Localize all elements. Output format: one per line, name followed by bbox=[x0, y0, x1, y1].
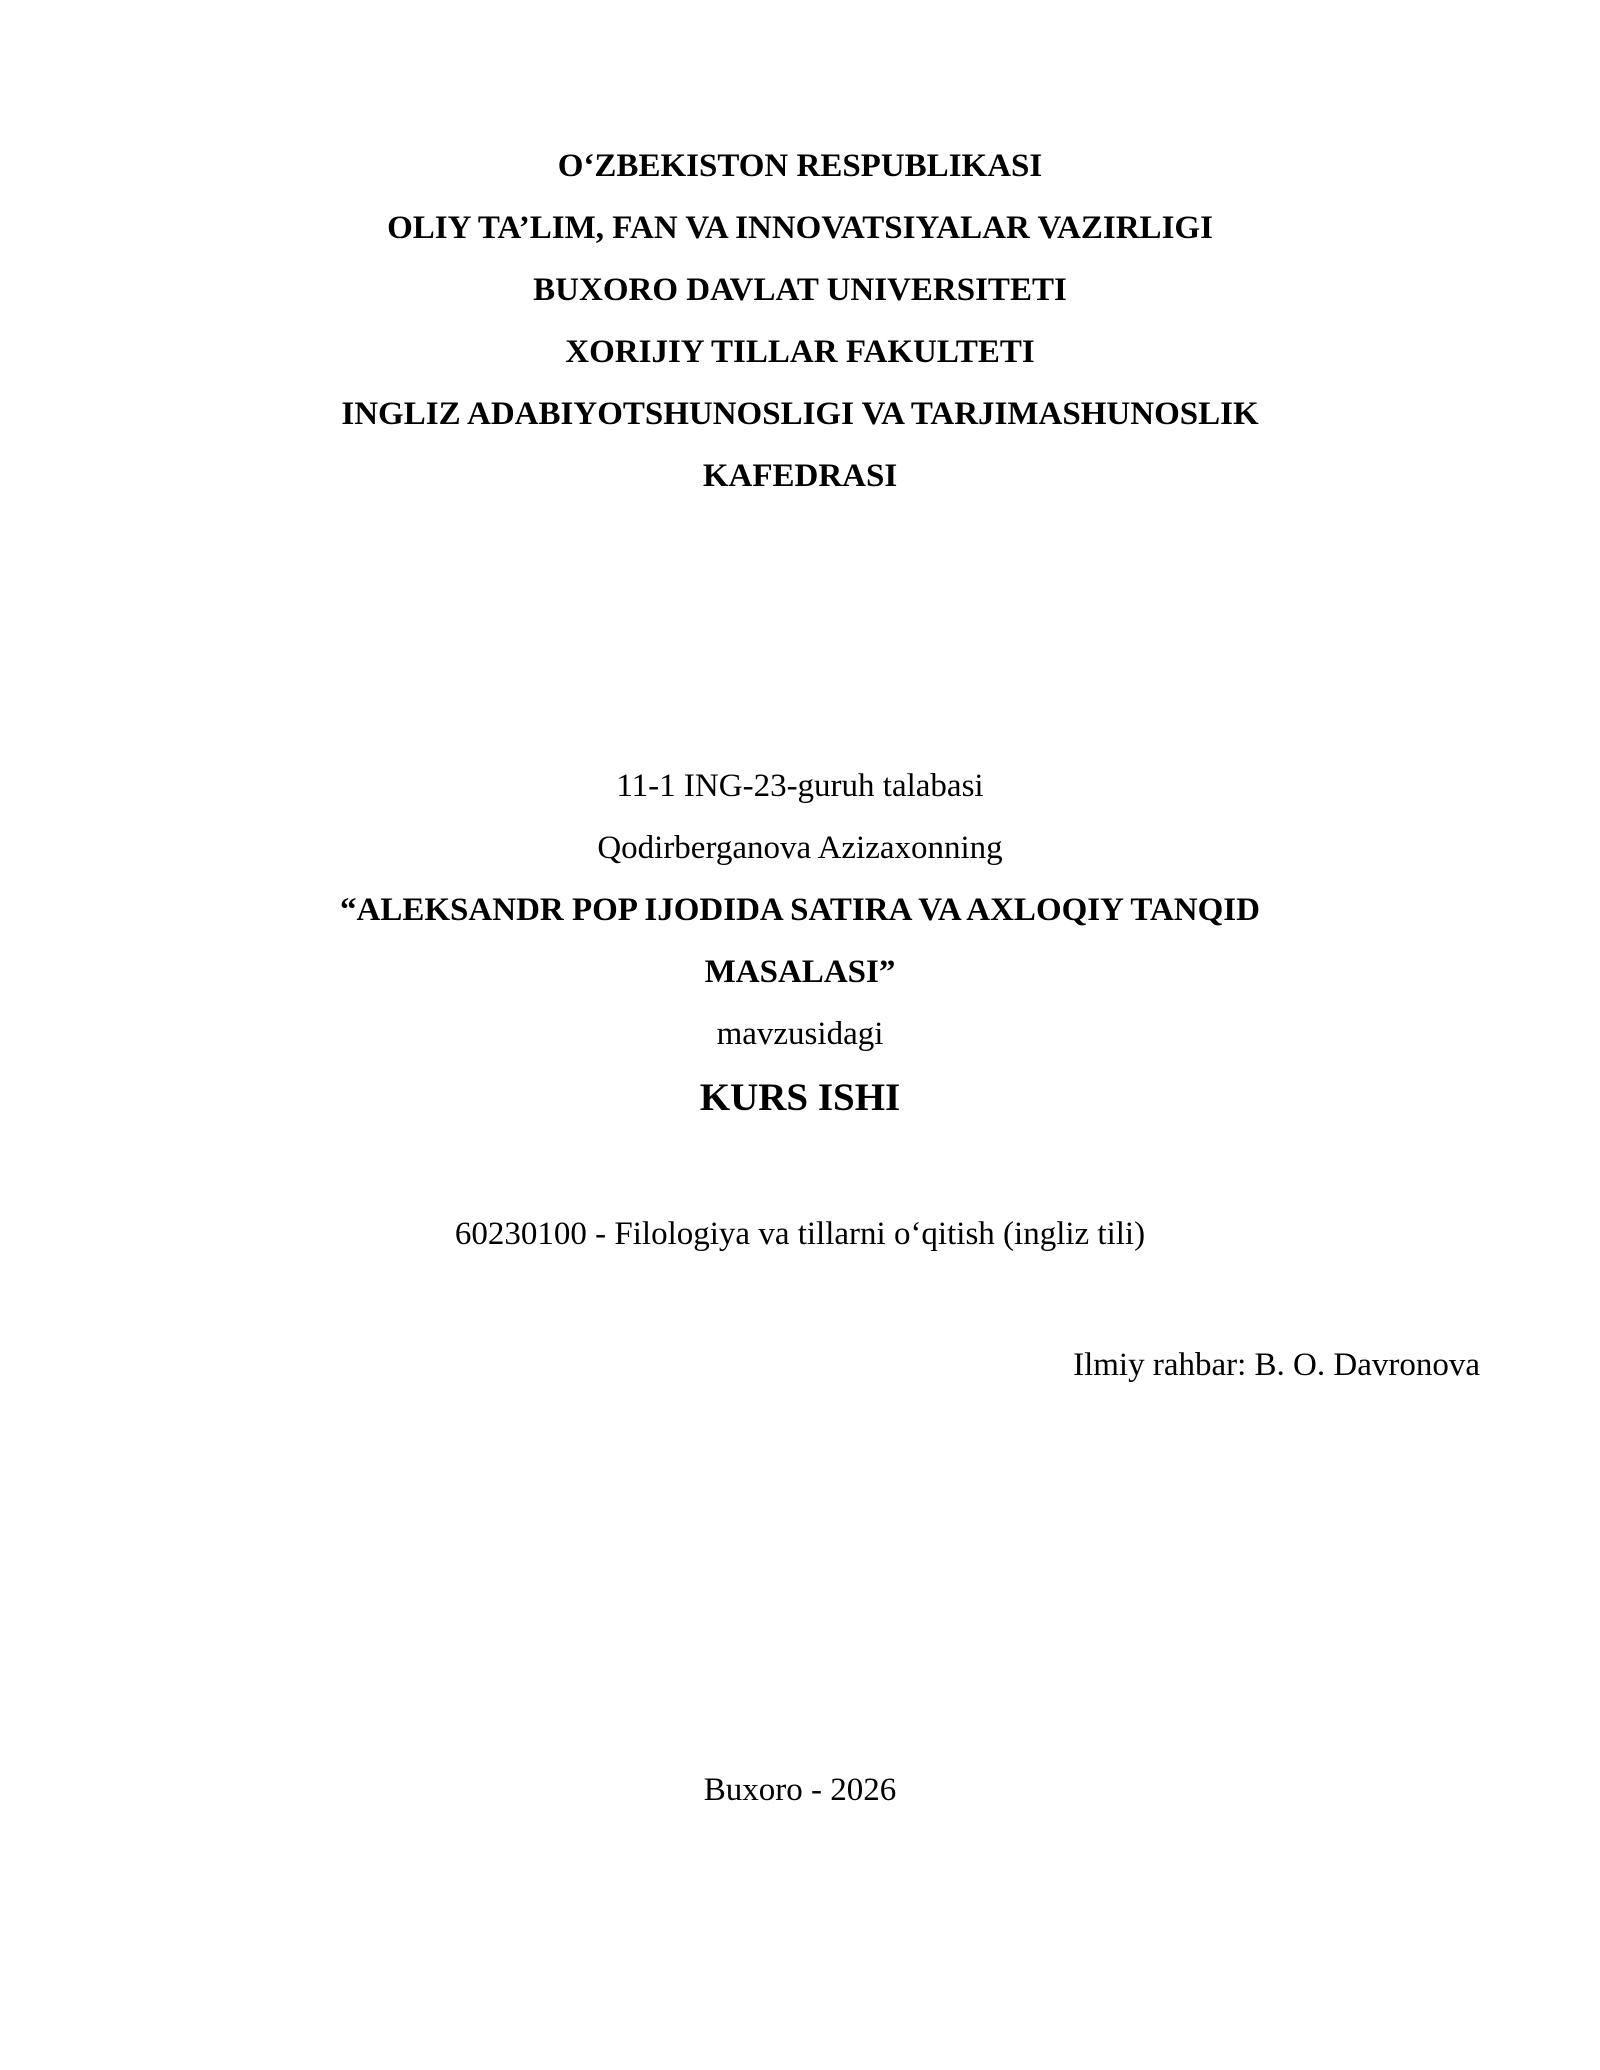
student-name: Qodirberganova Azizaxonning bbox=[597, 830, 1003, 866]
header-department: INGLIZ ADABIYOTSHUNOSLIGI VA TARJIMASHUNOSLIK bbox=[341, 396, 1259, 432]
topic-title-line1: “ALEKSANDR POP IJODIDA SATIRA VA AXLOQIY TANQID bbox=[340, 892, 1260, 928]
student-group: 11-1 ING-23-guruh talabasi bbox=[616, 768, 984, 804]
topic-title-line2: MASALASI” bbox=[704, 954, 896, 990]
header-university: BUXORO DAVLAT UNIVERSITETI bbox=[533, 272, 1067, 308]
supervisor: Ilmiy rahbar: B. O. Davronova bbox=[1073, 1347, 1480, 1383]
specialty: 60230100 - Filologiya va tillarni o‘qitish (ingliz tili) bbox=[454, 1216, 1146, 1252]
header-ministry: OLIY TA’LIM, FAN VA INNOVATSIYALAR VAZIRLIGI bbox=[387, 210, 1213, 246]
topic-suffix: mavzusidagi bbox=[716, 1016, 884, 1052]
header-department-cont: KAFEDRASI bbox=[702, 458, 898, 494]
header-faculty: XORIJIY TILLAR FAKULTETI bbox=[565, 334, 1035, 370]
header-country: O‘ZBEKISTON RESPUBLIKASI bbox=[557, 148, 1043, 184]
footer-city-year: Buxoro - 2026 bbox=[703, 1772, 897, 1808]
work-type: KURS ISHI bbox=[699, 1076, 901, 1119]
